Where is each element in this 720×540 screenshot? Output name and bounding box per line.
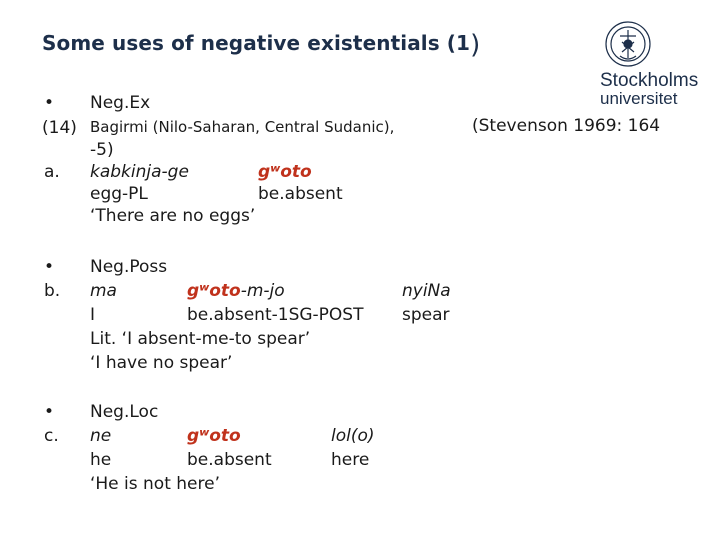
example-b-gloss1: I [90,305,96,325]
logo-wordmark-line1: Stockholms [600,70,699,91]
example-b-translation: ‘I have no spear’ [90,353,233,373]
example-a-gloss1: egg-PL [90,184,148,204]
example-a-word2: gʷoto [258,162,312,182]
example-b-gloss2: be.absent-1SG-POST [187,305,364,325]
example-letter-a: a. [44,162,60,182]
example-a-word1: kabkinja-ge [90,162,189,182]
example-c-word2: gʷoto [187,426,241,446]
example-c-translation: ‘He is not here’ [90,474,220,494]
bullet: • [44,257,55,277]
example-letter-b: b. [44,281,61,301]
example-b-word1: ma [90,281,117,301]
slide-title [42,30,480,60]
section-heading-negposs: Neg.Poss [90,257,168,277]
section-heading-negloc: Neg.Loc [90,402,159,422]
example-c-gloss3: here [331,450,370,470]
example-b-word2-highlight: gʷoto [187,281,241,301]
example-b-word2-suffix: -m-jo [240,281,285,301]
section-heading-negex: Neg.Ex [90,93,151,113]
example-a-gloss2: be.absent [258,184,343,204]
example-c-word1: ne [90,426,112,446]
example-b-word3: nyiNa [402,281,451,301]
slide-title-paren: ) [470,30,481,60]
example-a-translation: ‘There are no eggs’ [90,206,256,226]
example-b-gloss3: spear [402,305,450,325]
bullet: • [44,402,55,422]
example-b-literal: Lit. ‘I absent-me-to spear’ [90,329,311,349]
slide-title-text: Some uses of negative existentials (1 [42,31,471,55]
logo-wordmark-line2: universitet [600,89,678,108]
example-c-word3: lol(o) [331,426,375,446]
example-reference: (Stevenson 1969: 164 [472,116,661,136]
example-letter-c: c. [44,426,59,446]
example-c-gloss2: be.absent [187,450,272,470]
example-language: Bagirmi (Nilo-Saharan, Central Sudanic), [90,118,395,136]
bullet: • [44,93,55,113]
example-number: (14) [42,118,77,138]
example-b-word2 [187,280,285,302]
example-reference-cont: -5) [90,140,114,160]
example-c-gloss1: he [90,450,112,470]
